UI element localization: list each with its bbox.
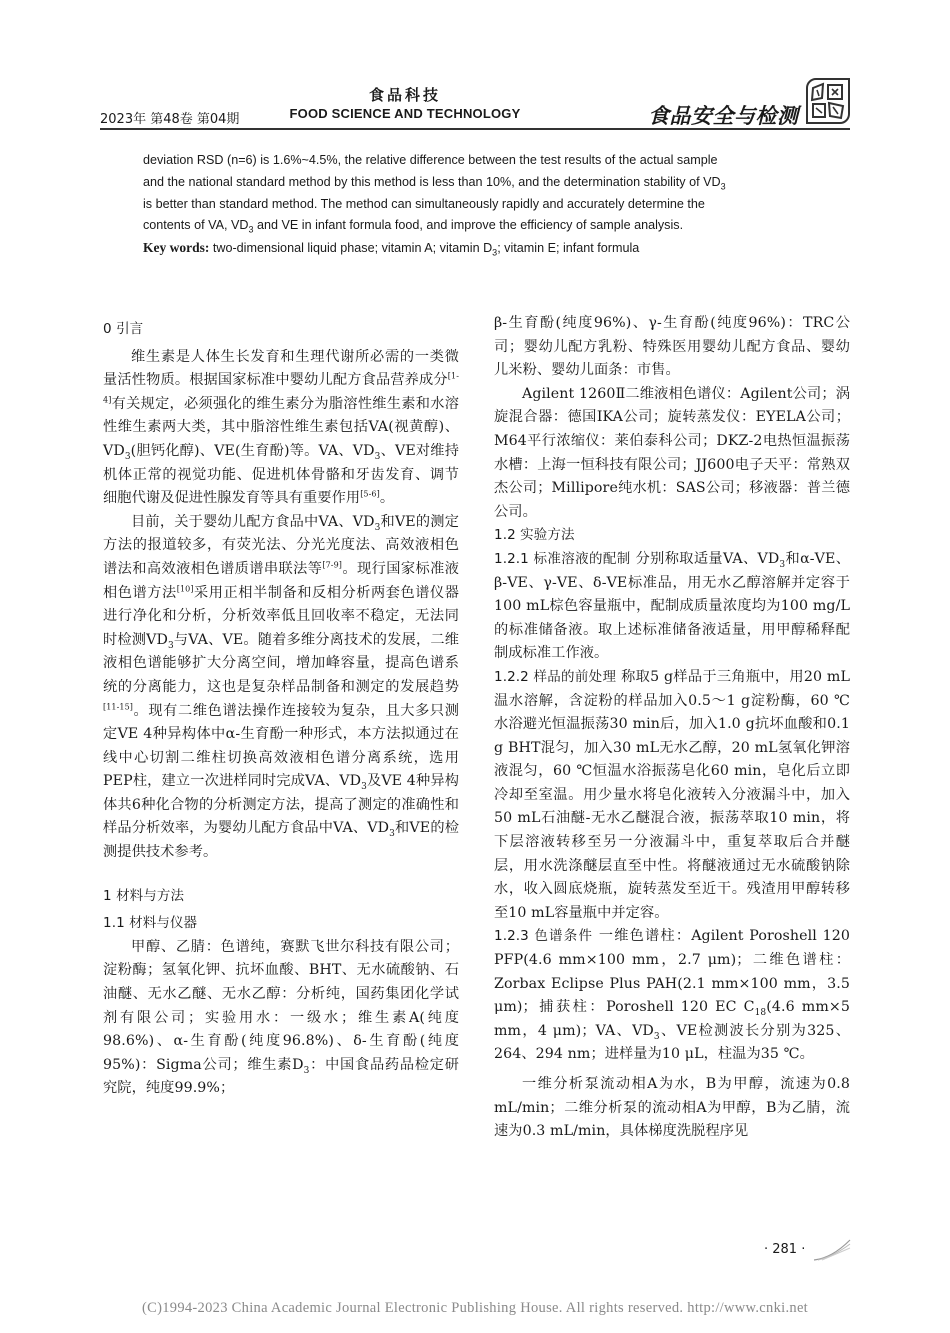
paragraph-instruments: Agilent 1260Ⅱ二维液相色谱仪：Agilent公司；涡旋混合器：德国IKA公司；旋转蒸发仪：EYELA公司；M64平行浓缩仪：莱伯泰科公司；DKZ-2电热恒温振荡水槽：上海一恒科技有限公司；JJ600电子天平：常熟双杰公司；Millipore纯水机：SAS公司；移液器：普兰德公司。 (494, 385, 850, 520)
keywords-label: Key words: (143, 240, 210, 256)
paragraph-mobile-phase: 一维分析泵流动相A为水，B为甲醇，流速为0.8 mL/min；二维分析泵的流动相A为甲醇，B为乙腈，流速为0.3 mL/min，具体梯度洗脱程序见 (494, 1076, 850, 1140)
paragraph-materials: 甲醇、乙腈：色谱纯，赛默飞世尔科技有限公司；淀粉酶；氢氧化钾、抗坏血酸、BHT、无水硫酸钠、石油醚、无水乙醚、无水乙醇：分析纯，国药集团化学试剂有限公司；实验用水：一级水；维生素A(纯度98.6%)、α-生育酚(纯度96.8%)、δ-生育酚(纯度95%)：Sigma公司；维生素$D_3$：中国食品药品检定研究院，纯度99.9%； (103, 938, 459, 1097)
paragraph-chromatography: 1.2.3 色谱条件 一维色谱柱：Agilent Poroshell 120 PFP(4.6 mm×100 mm，2.7 μm)；二维色谱柱：Zorbax Eclipse Plus PAH(2.1 mm×100 mm，3.5 μm)；捕获柱：Poroshell 120 EC $C_{18}(4.6$ mm×5 mm，4 μm)；VA、$VD_3$、VE检测波长分别为325、264、294 nm；进样量为10 μL，柱温为35 ℃。 (494, 928, 851, 1063)
subsection-heading-1-2: 1.2 实验方法 (494, 527, 575, 544)
abstract-line: deviation RSD (n=6) is 1.6%~4.5%, the relative difference between the test results of the actual sample (143, 153, 718, 167)
paragraph-standard-solution: 1.2.1 标准溶液的配制 分别称取适量VA、$VD_3$和α-VE、β-VE、γ-VE、δ-VE标准品，用无水乙醇溶解并定容于100 mL棕色容量瓶中，配制成质量浓度均为100 mg/L的标准储备液。取上述标准储备液适量，用甲醇稀释配制成标准工作液。 (494, 550, 851, 662)
header-rule (100, 128, 850, 130)
subsection-heading-1-2-2: 1.2.2 样品的前处理 (494, 668, 617, 685)
paragraph-intro-2: 目前，关于婴幼儿配方食品中VA、$VD_3$和VE的测定方法的报道较多，有荧光法、分光光度法、高效液相色谱法和高效液相色谱质谱串联法等[7-9]。现行国家标准液相色谱方法[10]采用正相半制备和反相分析两套色谱仪器进行净化和分析，分析效率低且回收率不稳定，无法同时检测$VD_3$与VA、VE。随着多维分离技术的发展，二维液相色谱能够扩大分离空间，增加峰容量，提高色谱系统的分离能力，这也是复杂样品制备和测定的发展趋势[11-15]。现有二维色谱法操作连接较为复杂，且大多只测定VE 4种异构体中α-生育酚一种形式，本方法拟通过在线中心切割二维柱切换高效液相色谱分离系统，选用PEP柱，建立一次进样同时完成VA、$VD_3$及VE 4种异构体共6种化合物的分析测定方法，提高了测定的准确性和样品分析效率，为婴幼儿配方食品中VA、$VD_3$和VE的检测提供技术参考。 (103, 513, 460, 861)
abstract-line: is better than standard method. The method can simultaneously rapidly and accurately determine the (143, 196, 705, 211)
page-number: · 281 · (764, 1242, 806, 1257)
issue-info: 2023年 第48卷 第04期 (100, 112, 240, 127)
page-corner-deco-icon (812, 1238, 852, 1262)
section-heading-intro: 0 引言 (103, 321, 144, 337)
journal-title-en: FOOD SCIENCE AND TECHNOLOGY (289, 106, 521, 121)
section-title: 食品安全与检测 (648, 104, 799, 128)
copyright-footer: (C)1994-2023 China Academic Journal Electronic Publishing House. All rights reserved. http://www.cnki.net (141, 1300, 809, 1316)
page-header (100, 78, 850, 128)
paragraph-materials-cont: β-生育酚(纯度96%)、γ-生育酚(纯度96%)：TRC公司；婴幼儿配方乳粉、特殊医用婴幼儿配方食品、婴幼儿米粉、婴幼儿面条：市售。 (494, 315, 850, 379)
subsection-heading-1-2-1: 1.2.1 标准溶液的配制 (494, 550, 631, 567)
abstract-line: contents of VA, $VD_3$ and VE in infant formula food, and improve the efficiency of sample analysis. (143, 218, 684, 235)
left-column (103, 312, 459, 1101)
keywords: Key words: two-dimensional liquid phase; vitamin A; vitamin $D_3$; vitamin E; infant formula (143, 240, 640, 258)
english-abstract (143, 150, 823, 260)
section-heading-materials: 1 材料与方法 (103, 887, 185, 904)
seal-glyph-icon (808, 80, 848, 122)
subsection-heading-1-2-3: 1.2.3 色谱条件 (494, 928, 594, 945)
abstract-line: and the national standard method by this method is less than 10%, and the determination stability of $VD_3$ (143, 174, 726, 192)
section-seal-logo (806, 78, 850, 124)
paragraph-intro-1: 维生素是人体生长发育和生理代谢所必需的一类微量活性物质。根据国家标准中婴幼儿配方食品营养成分[1-4]有关规定，必须强化的维生素分为脂溶性维生素和水溶性维生素两大类，其中脂溶性维生素包括VA(视黄醇)、$VD_3$(胆钙化醇)、VE(生育酚)等。VA、$VD_3$、VE对维持机体正常的视觉功能、促进机体骨骼和牙齿发育、调节细胞代谢及促进性腺发育等具有重要作用[5-6]。 (103, 348, 460, 507)
subsection-heading-1-1: 1.1 材料与仪器 (103, 915, 198, 932)
right-column (494, 312, 850, 1144)
paragraph-sample-prep: 1.2.2 样品的前处理 称取5 g样品于三角瓶中，用20 mL温水溶解，含淀粉的样品加入0.5～1 g淀粉酶，60 ℃水浴避光恒温振荡30 min后，加入1.0 g抗坏血酸和0.1 g BHT混匀，加入30 mL无水乙醇，20 mL氢氧化钾溶液混匀，60 ℃恒温水浴振荡皂化60 min，皂化后立即冷却至室温。用少量水将皂化液转入分液漏斗中，加入50 mL石油醚-无水乙醚混合液，振荡萃取10 min，将下层溶液转移至另一分液漏斗中，重复萃取后合并醚层，用水洗涤醚层直至中性。将醚液通过无水硫酸钠除水，收入圆底烧瓶，旋转蒸发至近干。残渣用甲醇转移至10 mL容量瓶中并定容。 (494, 668, 850, 921)
journal-title-cn: 食品科技 (368, 86, 441, 104)
